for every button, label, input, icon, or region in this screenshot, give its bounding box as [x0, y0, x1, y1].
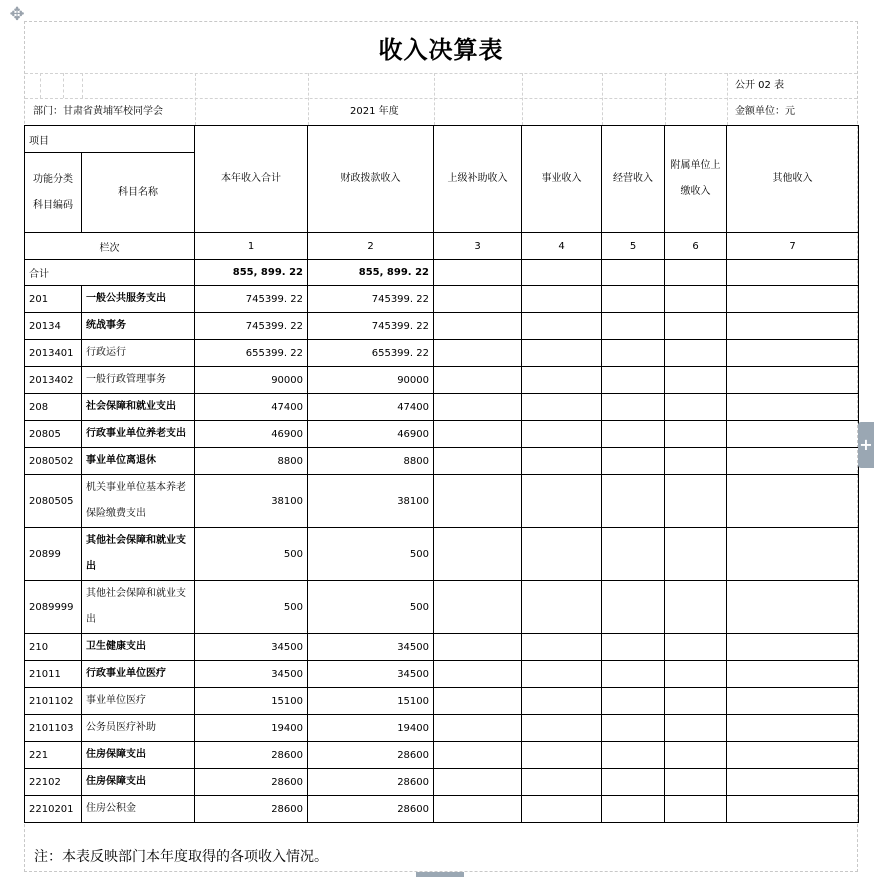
empty-cell	[665, 581, 727, 634]
empty-cell	[522, 313, 602, 340]
empty-cell	[727, 715, 859, 742]
income-total: 90000	[195, 367, 308, 394]
fiscal-income: 34500	[308, 634, 434, 661]
empty-cell	[522, 581, 602, 634]
subject-code: 2101102	[25, 688, 82, 715]
subject-name: 行政事业单位医疗	[82, 661, 195, 688]
fiscal-income: 28600	[308, 769, 434, 796]
income-total: 745399. 22	[195, 286, 308, 313]
table-row	[25, 340, 859, 367]
empty-cell	[522, 367, 602, 394]
subject-name: 行政运行	[82, 340, 195, 367]
empty-cell	[434, 260, 522, 286]
empty-cell	[727, 475, 859, 528]
income-total: 655399. 22	[195, 340, 308, 367]
subject-name: 住房公积金	[82, 796, 195, 823]
income-total: 15100	[195, 688, 308, 715]
empty-cell	[727, 448, 859, 475]
subject-code: 201	[25, 286, 82, 313]
empty-cell	[665, 769, 727, 796]
move-arrows-icon[interactable]: ✥	[9, 4, 25, 25]
subject-code: 22102	[25, 769, 82, 796]
empty-cell	[602, 796, 665, 823]
table-row	[25, 769, 859, 796]
empty-cell	[434, 661, 522, 688]
fiscal-income: 38100	[308, 475, 434, 528]
empty-cell	[434, 634, 522, 661]
empty-cell	[434, 340, 522, 367]
table-note: 注：本表反映部门本年度取得的各项收入情况。	[34, 849, 328, 865]
guide-line	[665, 73, 666, 125]
col-number: 6	[665, 233, 727, 260]
table-row	[25, 715, 859, 742]
table-row	[25, 475, 859, 528]
fiscal-income: 46900	[308, 421, 434, 448]
empty-cell	[602, 367, 665, 394]
empty-cell	[665, 715, 727, 742]
header-other: 其他收入	[727, 126, 859, 233]
empty-cell	[522, 769, 602, 796]
income-total: 500	[195, 528, 308, 581]
subject-code: 210	[25, 634, 82, 661]
fiscal-income: 745399. 22	[308, 286, 434, 313]
empty-cell	[727, 688, 859, 715]
subject-code: 2101103	[25, 715, 82, 742]
empty-cell	[665, 742, 727, 769]
income-total: 28600	[195, 796, 308, 823]
scroll-handle[interactable]	[416, 872, 464, 877]
subject-code: 2089999	[25, 581, 82, 634]
fiscal-income: 15100	[308, 688, 434, 715]
empty-cell	[602, 688, 665, 715]
header-column-index: 栏次	[25, 233, 195, 260]
subject-name: 行政事业单位养老支出	[82, 421, 195, 448]
empty-cell	[434, 448, 522, 475]
empty-cell	[602, 661, 665, 688]
empty-cell	[727, 581, 859, 634]
subject-name: 一般行政管理事务	[82, 367, 195, 394]
subject-code: 208	[25, 394, 82, 421]
subject-code: 20805	[25, 421, 82, 448]
income-total: 47400	[195, 394, 308, 421]
income-total: 500	[195, 581, 308, 634]
empty-cell	[665, 313, 727, 340]
empty-cell	[434, 475, 522, 528]
guide-line	[25, 73, 857, 74]
header-affiliated: 附属单位上缴收入	[665, 126, 727, 233]
fiscal-income: 47400	[308, 394, 434, 421]
empty-cell	[522, 661, 602, 688]
subject-name: 社会保障和就业支出	[82, 394, 195, 421]
subject-name: 卫生健康支出	[82, 634, 195, 661]
empty-cell	[727, 661, 859, 688]
empty-cell	[665, 661, 727, 688]
income-total: 745399. 22	[195, 313, 308, 340]
fiscal-income: 500	[308, 581, 434, 634]
fiscal-income: 8800	[308, 448, 434, 475]
empty-cell	[665, 260, 727, 286]
empty-cell	[665, 421, 727, 448]
plus-icon[interactable]: +	[858, 422, 874, 468]
fiscal-income: 19400	[308, 715, 434, 742]
year-label: 2021 年度	[350, 106, 399, 117]
subject-name: 其他社会保障和就业支出	[82, 528, 195, 581]
fiscal-income: 655399. 22	[308, 340, 434, 367]
empty-cell	[522, 448, 602, 475]
col-number: 5	[602, 233, 665, 260]
empty-cell	[727, 796, 859, 823]
income-total: 46900	[195, 421, 308, 448]
empty-cell	[522, 421, 602, 448]
empty-cell	[665, 448, 727, 475]
guide-line	[308, 73, 309, 125]
empty-cell	[665, 286, 727, 313]
fiscal-income: 745399. 22	[308, 313, 434, 340]
fiscal-income: 90000	[308, 367, 434, 394]
fiscal-income: 28600	[308, 742, 434, 769]
empty-cell	[434, 421, 522, 448]
table-row	[25, 688, 859, 715]
empty-cell	[602, 340, 665, 367]
income-table	[24, 125, 859, 823]
guide-line	[63, 73, 64, 98]
col-number: 3	[434, 233, 522, 260]
form-code: 公开 02 表	[735, 80, 785, 91]
income-total: 28600	[195, 742, 308, 769]
empty-cell	[602, 260, 665, 286]
empty-cell	[434, 394, 522, 421]
empty-cell	[727, 634, 859, 661]
empty-cell	[665, 528, 727, 581]
table-row	[25, 286, 859, 313]
empty-cell	[602, 715, 665, 742]
guide-line	[25, 98, 857, 99]
empty-cell	[602, 581, 665, 634]
subject-name: 公务员医疗补助	[82, 715, 195, 742]
subject-code: 2210201	[25, 796, 82, 823]
income-total: 34500	[195, 661, 308, 688]
table-row	[25, 313, 859, 340]
empty-cell	[434, 581, 522, 634]
empty-cell	[522, 394, 602, 421]
guide-line	[195, 73, 196, 125]
income-total: 38100	[195, 475, 308, 528]
subject-code: 2013401	[25, 340, 82, 367]
total-income-total: 855, 899. 22	[195, 260, 308, 286]
table-row	[25, 448, 859, 475]
subject-name: 事业单位医疗	[82, 688, 195, 715]
empty-cell	[602, 448, 665, 475]
empty-cell	[665, 340, 727, 367]
subject-code: 221	[25, 742, 82, 769]
table-row	[25, 394, 859, 421]
table-row	[25, 421, 859, 448]
empty-cell	[434, 313, 522, 340]
empty-cell	[602, 313, 665, 340]
guide-line	[40, 73, 41, 98]
empty-cell	[727, 421, 859, 448]
table-row	[25, 528, 859, 581]
header-superior: 上级补助收入	[434, 126, 522, 233]
table-row	[25, 661, 859, 688]
empty-cell	[602, 742, 665, 769]
header-business: 事业收入	[522, 126, 602, 233]
empty-cell	[522, 796, 602, 823]
empty-cell	[665, 688, 727, 715]
empty-cell	[522, 260, 602, 286]
department-label: 部门：甘肃省黄埔军校同学会	[33, 106, 163, 117]
empty-cell	[522, 475, 602, 528]
subject-name: 住房保障支出	[82, 769, 195, 796]
subject-code: 2013402	[25, 367, 82, 394]
empty-cell	[665, 634, 727, 661]
subject-code: 20899	[25, 528, 82, 581]
empty-cell	[522, 742, 602, 769]
table-row	[25, 367, 859, 394]
income-total: 28600	[195, 769, 308, 796]
empty-cell	[522, 286, 602, 313]
empty-cell	[602, 286, 665, 313]
subject-name: 一般公共服务支出	[82, 286, 195, 313]
subject-name: 住房保障支出	[82, 742, 195, 769]
table-row	[25, 796, 859, 823]
table-row	[25, 581, 859, 634]
empty-cell	[434, 528, 522, 581]
table-row	[25, 742, 859, 769]
income-total: 8800	[195, 448, 308, 475]
guide-line	[602, 73, 603, 125]
empty-cell	[602, 634, 665, 661]
empty-cell	[434, 367, 522, 394]
empty-cell	[602, 475, 665, 528]
empty-cell	[727, 260, 859, 286]
col-number: 7	[727, 233, 859, 260]
income-total: 34500	[195, 634, 308, 661]
empty-cell	[727, 340, 859, 367]
header-subject-name: 科目名称	[82, 153, 195, 233]
empty-cell	[602, 769, 665, 796]
income-total: 19400	[195, 715, 308, 742]
header-fiscal: 财政拨款收入	[308, 126, 434, 233]
unit-label: 金额单位：元	[735, 106, 795, 117]
subject-code: 2080502	[25, 448, 82, 475]
empty-cell	[602, 394, 665, 421]
fiscal-income: 500	[308, 528, 434, 581]
subject-name: 机关事业单位基本养老保险缴费支出	[82, 475, 195, 528]
empty-cell	[522, 688, 602, 715]
empty-cell	[727, 528, 859, 581]
empty-cell	[602, 528, 665, 581]
empty-cell	[522, 528, 602, 581]
empty-cell	[665, 475, 727, 528]
empty-cell	[665, 394, 727, 421]
header-func-code: 功能分类科目编码	[25, 153, 82, 233]
subject-code: 20134	[25, 313, 82, 340]
empty-cell	[522, 340, 602, 367]
total-fiscal-income: 855, 899. 22	[308, 260, 434, 286]
header-operating: 经营收入	[602, 126, 665, 233]
empty-cell	[665, 796, 727, 823]
subject-name: 事业单位离退休	[82, 448, 195, 475]
guide-line	[82, 73, 83, 98]
fiscal-income: 34500	[308, 661, 434, 688]
fiscal-income: 28600	[308, 796, 434, 823]
empty-cell	[602, 421, 665, 448]
empty-cell	[434, 742, 522, 769]
subject-name: 其他社会保障和就业支出	[82, 581, 195, 634]
empty-cell	[522, 634, 602, 661]
empty-cell	[727, 367, 859, 394]
empty-cell	[434, 769, 522, 796]
col-number: 1	[195, 233, 308, 260]
subject-name: 统战事务	[82, 313, 195, 340]
guide-line	[727, 73, 728, 125]
col-number: 2	[308, 233, 434, 260]
header-total: 本年收入合计	[195, 126, 308, 233]
empty-cell	[727, 313, 859, 340]
empty-cell	[727, 742, 859, 769]
empty-cell	[522, 715, 602, 742]
guide-line	[434, 73, 435, 125]
empty-cell	[665, 367, 727, 394]
empty-cell	[727, 286, 859, 313]
header-item: 项目	[25, 126, 195, 153]
empty-cell	[434, 715, 522, 742]
empty-cell	[727, 394, 859, 421]
empty-cell	[434, 286, 522, 313]
subject-code: 21011	[25, 661, 82, 688]
page-title: 收入决算表	[378, 36, 504, 64]
guide-line	[522, 73, 523, 125]
table-row	[25, 634, 859, 661]
empty-cell	[434, 796, 522, 823]
col-number: 4	[522, 233, 602, 260]
empty-cell	[727, 769, 859, 796]
total-label: 合计	[25, 260, 195, 286]
subject-code: 2080505	[25, 475, 82, 528]
empty-cell	[434, 688, 522, 715]
